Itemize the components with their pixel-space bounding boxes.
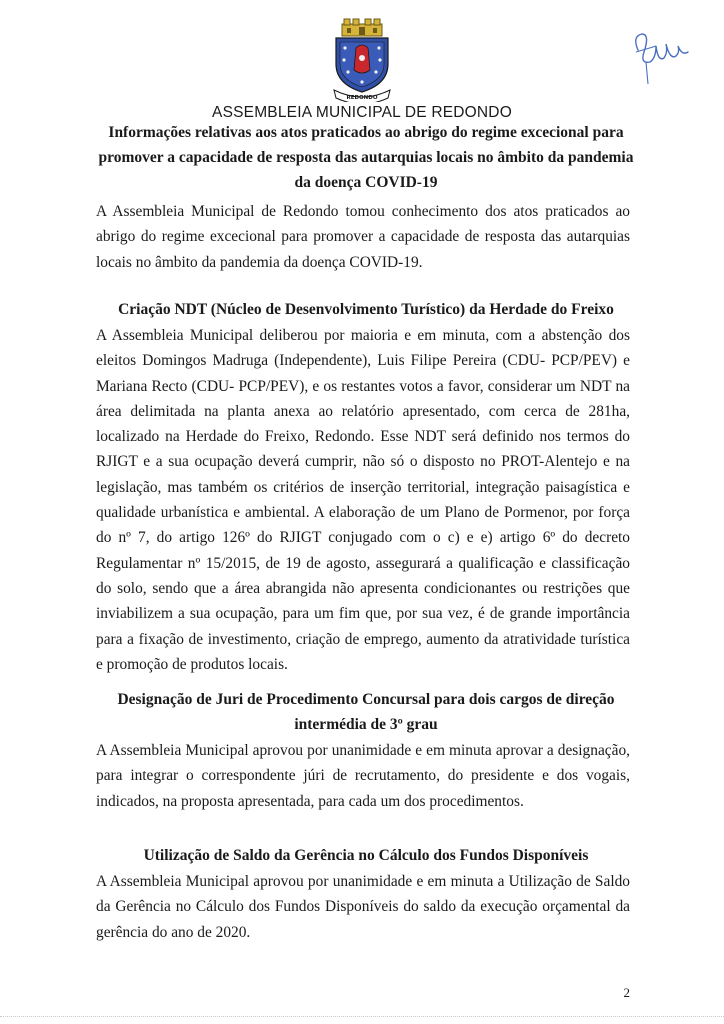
section-heading-ndt: Criação NDT (Núcleo de Desenvolvimento Turístico) da Herdade do Freixo	[118, 301, 614, 318]
section-heading-jury: Designação de Juri de Procedimento Concursal para dois cargos de direção intermédia de 3º grau	[117, 691, 615, 733]
handwritten-signature-icon	[626, 22, 696, 92]
section-heading-covid: Informações relativas aos atos praticados ao abrigo do regime excecional para promover a capacidade de resposta das autarquias locais no âmbito da pandemia da doença COVID-19	[98, 124, 634, 191]
section-body-covid: A Assembleia Municipal de Redondo tomou conhecimento dos atos praticados ao abrigo do regime excecional para promover a capacidade de resposta das autarquias locais no âmbito da pandemia da doença COVID-19.	[96, 203, 630, 271]
section-body-jury: A Assembleia Municipal aprovou por unanimidade e em minuta aprovar a designação, para integrar o correspondente júri de recrutamento, do presidente e dos vogais, indicados, na proposta apresentada, para cada um dos procedimentos.	[96, 742, 630, 810]
assembly-title: ASSEMBLEIA MUNICIPAL DE REDONDO	[212, 104, 512, 121]
section-heading-funds: Utilização de Saldo da Gerência no Cálculo dos Fundos Disponíveis	[143, 847, 589, 864]
section-body-funds: A Assembleia Municipal aprovou por unanimidade e em minuta a Utilização de Saldo da Gerência no Cálculo dos Fundos Disponíveis do saldo da execução orçamental da gerência do ano de 2020.	[96, 873, 630, 941]
footer-divider	[0, 1016, 724, 1020]
page-number: 2	[623, 985, 630, 1000]
section-body-ndt: A Assembleia Municipal deliberou por maioria e em minuta, com a abstenção dos eleitos Domingos Madruga (Independente), Luis Filipe Pereira (CDU- PCP/PEV) e Mariana Recto (CDU- PCP/PEV), e os restantes votos a favor, considerar um NDT na área delimitada na planta anexa ao relatório apresentado, com cerca de 281ha, localizado na Herdade do Freixo, Redondo. Esse NDT será definido nos termos do RJIGT e a sua ocupação deverá cumprir, não só o disposto no PROT-Alentejo e na legislação, mas também os critérios de inserção territorial, integração paisagística e qualidade urbanística e ambiental. A elaboração de um Plano de Pormenor, por força do nº 7, do artigo 126º do RJIGT conjugado com o c) e e) artigo 6º do decreto Regulamentar nº 15/2015, de 19 de agosto, assegurará a qualificação e classificação do solo, sendo que a área abrangida não apresenta condicionantes ou restrições que inviabilizem a sua ocupação, para um fim que, por sua vez, é de grande importância para a fixação de investimento, criação de emprego, aumento da atratividade turística e promoção de produtos locais.	[96, 327, 630, 673]
municipal-crest-icon	[326, 18, 398, 102]
crest-motto: REDONDO	[346, 95, 378, 101]
